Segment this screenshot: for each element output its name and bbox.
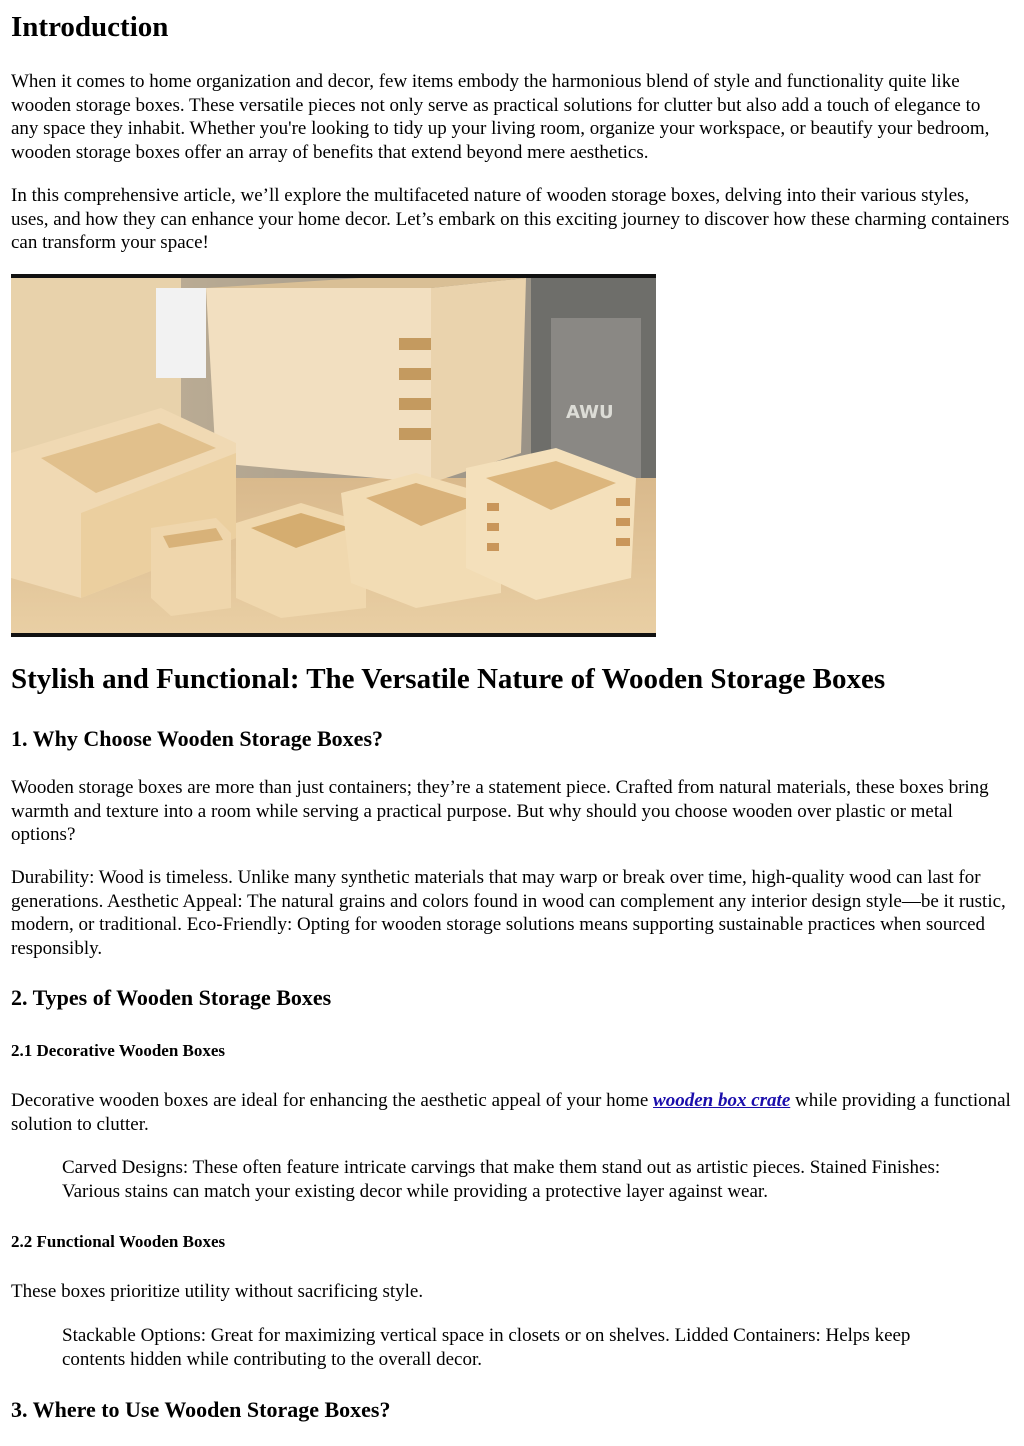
wooden-box-crate-link[interactable]: wooden box crate (653, 1090, 791, 1111)
section2-2-quote: Stackable Options: Great for maximizing vertical space in closets or on shelves. Lidded Containers: Helps keep contents hidden while contributing to the overall decor. (62, 1325, 911, 1370)
section2-2-paragraph: These boxes prioritize utility without sacrificing style. (11, 1281, 424, 1302)
section2-1-quote: Carved Designs: These often feature intricate carvings that make them stand out as artistic pieces. Stained Finishes: Various stains can match your existing decor while providing a protective layer against wear. (62, 1157, 941, 1202)
section2-1-text-before: Decorative wooden boxes are ideal for enhancing the aesthetic appeal of your home (11, 1090, 654, 1111)
wooden-boxes-illustration (11, 278, 656, 633)
hero-image (11, 274, 656, 637)
section2-1-paragraph (11, 1089, 1016, 1136)
section1-paragraph-1: Wooden storage boxes are more than just containers; they’re a statement piece. Crafted from natural materials, these boxes bring warmth and texture into a room while serving a practical purpose. But why should you choose wooden over plastic or metal options? (11, 777, 989, 845)
sign-text: AWU (566, 402, 614, 423)
section2-1-heading: 2.1 Decorative Wooden Boxes (11, 1041, 226, 1060)
section3-heading: 3. Where to Use Wooden Storage Boxes? (11, 1397, 391, 1422)
section1-paragraph-2: Durability: Wood is timeless. Unlike many synthetic materials that may warp or break over time, high-quality wood can last for generations. Aesthetic Appeal: The natural grains and colors found in wood can complement any interior design style—be it rustic, modern, or traditional. Eco-Friendly: Opting for wooden storage solutions means supporting sustainable practices when sourced responsibly. (11, 867, 1006, 959)
section2-2-heading: 2.2 Functional Wooden Boxes (11, 1232, 226, 1251)
intro-paragraph-1: When it comes to home organization and decor, few items embody the harmonious blend of style and functionality quite like wooden storage boxes. These versatile pieces not only serve as practical solutions for clutter but also add a touch of elegance to any space they inhabit. Whether you're looking to tidy up your living room, organize your workspace, or beautify your bedroom, wooden storage boxes offer an array of benefits that extend beyond mere aesthetics. (11, 71, 990, 163)
intro-heading: Introduction (11, 11, 169, 43)
intro-paragraph-2: In this comprehensive article, we’ll explore the multifaceted nature of wooden storage boxes, delving into their various styles, uses, and how they can enhance your home decor. Let’s embark on this exciting journey to discover how these charming containers can transform your space! (11, 185, 1010, 253)
section2-heading: 2. Types of Wooden Storage Boxes (11, 985, 332, 1010)
section1-heading: 1. Why Choose Wooden Storage Boxes? (11, 726, 384, 751)
main-title: Stylish and Functional: The Versatile Nature of Wooden Storage Boxes (11, 663, 886, 695)
section2-1-text-after: while providing a functional solution to clutter. (11, 1090, 1011, 1135)
